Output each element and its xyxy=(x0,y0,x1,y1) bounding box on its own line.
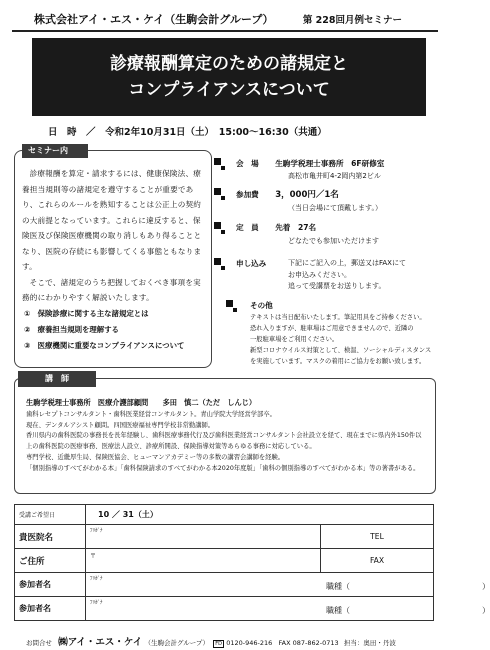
description-paragraph: そこで、諸規定のうち把握しておくべき事項を実務的にわかりやすく解説いたします。 xyxy=(22,277,201,302)
note-line: 恐れ入りますが、駐車場はご用意できませんので、近隣の xyxy=(250,325,414,332)
seminar-content-tag: セミナー内 xyxy=(22,144,88,158)
position-label: 職種（ xyxy=(326,606,350,615)
tel-label: TEL xyxy=(370,532,384,541)
clinic-label: 貴医院名 xyxy=(15,525,86,549)
date-label: 受講ご希望日 xyxy=(15,505,86,525)
note-line: 一般駐車場をご利用ください。 xyxy=(250,336,339,343)
furigana-label: ﾌﾘｶﾞﾅ xyxy=(90,600,103,606)
footer-contact-person: 担当：奥田・丹波 xyxy=(343,639,396,647)
bullet-square-icon xyxy=(214,222,221,229)
bullet-square-icon xyxy=(221,230,225,234)
freedial-icon: FD xyxy=(215,641,222,647)
bullet-square-icon xyxy=(233,308,237,312)
attendee-label: 参加者名 xyxy=(15,573,86,597)
date-field[interactable]: 10 ／ 31（土） xyxy=(86,505,434,525)
furigana-label: ﾌﾘｶﾞﾅ xyxy=(90,576,103,582)
address-label: ご住所 xyxy=(15,549,86,573)
note-line: テキストは当日配布いたします。筆記用具をご持参ください。 xyxy=(250,314,426,321)
footer-group: （生駒会計グループ） xyxy=(144,639,209,647)
other-notes-block xyxy=(250,300,432,367)
note-line: 新型コロナウイルス対策として、検温、ソーシャルディスタンス xyxy=(250,347,432,354)
capacity-value: 先着 27名 xyxy=(275,223,317,232)
form-row-attendee xyxy=(15,597,434,621)
seminar-description xyxy=(22,166,206,306)
attendee-field[interactable] xyxy=(86,597,490,621)
profile-line: 香川県内の歯科医院の事務長を長年経験し、歯科医療事務代行及び歯科医業経営コンサルタント会社設立を経て、現在までに県内外150件以上の歯科医院の医療事務、医療法人設立、診療所開設、保険指導対策等あらゆる事務に対応している。 xyxy=(26,432,422,451)
form-row-address xyxy=(15,549,434,573)
other-notes-label: その他 xyxy=(250,301,273,310)
position-field[interactable] xyxy=(326,605,350,616)
profile-line: 現在、デンタルアシスト顧問。四国医療福祉専門学校非常勤講師。 xyxy=(26,421,215,429)
profile-line: 「個別指導のすべてがわかる本」「歯科保険請求のすべてがわかる本2020年度版」「歯科の個別指導のすべてがわかる本」等の著書がある。 xyxy=(26,464,420,472)
bullet-square-icon xyxy=(221,166,225,170)
profile-line: 専門学校、近畿厚生局、保険医協会、ヒューマンアカデミー等の多数の講習会講師を経験。 xyxy=(26,453,285,461)
attendee-label: 参加者名 xyxy=(15,597,86,621)
form-row-date xyxy=(15,505,434,525)
title-banner xyxy=(32,38,426,116)
application-instructions xyxy=(288,258,448,293)
capacity-block xyxy=(236,222,379,246)
header-divider xyxy=(12,30,438,32)
footer-fax: FAX 087-862-0713 xyxy=(278,639,339,647)
lecturer-tag: 講 師 xyxy=(18,371,96,387)
venue-address: 高松市亀井町4-2岡内第2ビル xyxy=(288,172,381,180)
position-close: ） xyxy=(482,606,490,615)
venue-label: 会 場 xyxy=(236,159,259,168)
topic-item: ① 保険診療に関する主な諸規定とは xyxy=(24,309,149,318)
furigana-label: ﾌﾘｶﾞﾅ xyxy=(90,528,103,534)
instruction-line: お申込みください。 xyxy=(288,270,351,279)
note-line: を実施しています。マスクの着用にご協力をお願い致します。 xyxy=(250,358,426,365)
event-datetime: 日 時 ／ 令和2年10月31日（土） 15:00〜16:30（共通） xyxy=(48,127,327,138)
bullet-square-icon xyxy=(214,158,221,165)
fee-block xyxy=(236,188,382,213)
capacity-label: 定 員 xyxy=(236,223,259,232)
tel-field[interactable] xyxy=(321,525,434,549)
application-block xyxy=(236,258,406,290)
capacity-note: どなたでも参加いただけます xyxy=(288,237,379,245)
position-field[interactable] xyxy=(326,581,350,592)
footer-company: ㈱アイ・エス・ケイ xyxy=(58,637,143,648)
fee-note: （当日会場にて頂戴します。） xyxy=(288,204,382,212)
lecturer-name: 生駒学税理士事務所 医療介護部顧問 多田 慎二（ただ しんじ） xyxy=(26,398,257,407)
organizer-name: 株式会社アイ・エス・ケイ（生駒会計グループ） xyxy=(34,13,274,26)
instruction-line: 追って受講票をお送りします。 xyxy=(288,282,386,290)
title-line-1: 診療報酬算定のための諸規定と xyxy=(110,54,348,74)
bullet-square-icon xyxy=(221,266,225,270)
profile-line: 歯科レセプトコンサルタント・歯科医業経営コンサルタント。青山学院大学経営学部卒。 xyxy=(26,410,276,418)
fax-field[interactable] xyxy=(321,549,434,573)
title-line-2: コンプライアンスについて xyxy=(128,80,330,100)
description-paragraph: 診療報酬を算定・請求するには、健康保険法、療養担当規則等の諸規定を遵守することが重要であり、これらのルールを熟知することは公正上の契約の大前提となっています。これらに違反すると、保険医及び保険医療機関の取り消しもあり得ることとなり、医院の存続にも影響してくる事態ともなります。 xyxy=(22,169,202,271)
attendee-field[interactable] xyxy=(86,573,490,597)
fee-value: 3，000円／1名 xyxy=(275,190,339,200)
fee-label: 参加費 xyxy=(236,190,259,199)
topic-item: ② 療養担当規則を理解する xyxy=(24,325,119,334)
seminar-topics xyxy=(24,306,210,354)
application-form xyxy=(14,504,490,621)
other-notes xyxy=(250,312,432,367)
bullet-square-icon xyxy=(214,258,221,265)
lecturer-profile xyxy=(26,398,426,475)
fax-label: FAX xyxy=(369,556,385,565)
application-label: 申し込み xyxy=(236,259,267,268)
position-close: ） xyxy=(482,582,490,591)
instruction-line: 下記にご記入の上，郵送又はFAXにて xyxy=(288,259,406,267)
position-label: 職種（ xyxy=(326,582,350,591)
clinic-name-field[interactable] xyxy=(86,525,321,549)
inquiry-label: お問合せ xyxy=(26,639,52,647)
form-row-clinic xyxy=(15,525,434,549)
venue-block xyxy=(236,158,384,181)
venue-name: 生駒学税理士事務所 6F研修室 xyxy=(275,159,385,168)
postal-mark: 〒 xyxy=(90,553,97,560)
bullet-square-icon xyxy=(221,196,225,200)
form-row-attendee xyxy=(15,573,434,597)
bullet-square-icon xyxy=(214,188,221,195)
footer-tel[interactable]: 0120-946-216 xyxy=(226,639,273,647)
topic-item: ③ 医療機関に重要なコンプライアンスについて xyxy=(24,341,185,350)
bullet-square-icon xyxy=(226,300,233,307)
footer-contact xyxy=(26,634,436,648)
seminar-number: 第 228回月例セミナー xyxy=(302,15,402,26)
address-field[interactable] xyxy=(86,549,321,573)
